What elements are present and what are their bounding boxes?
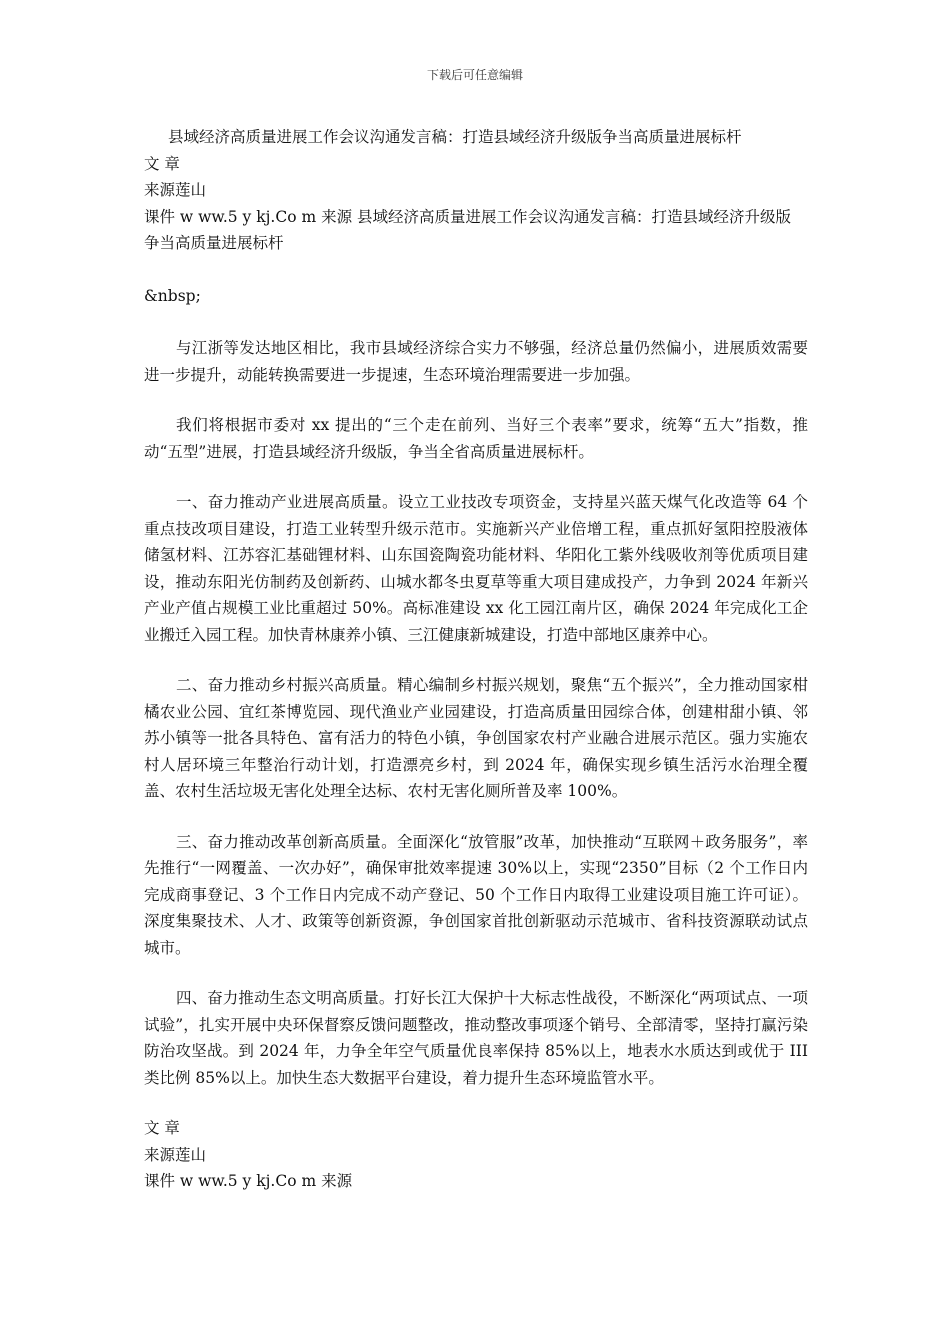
- nbsp-text: &nbsp;: [144, 286, 201, 305]
- footer-line-courseware: 课件 w ww.5 y kj.Co m 来源: [144, 1172, 353, 1190]
- paragraph-reform: 三、奋力推动改革创新高质量。全面深化“放管服”改革，加快推动“互联网＋政务服务”，率先推行“一网覆盖、一次办好”，确保审批效率提速 30%以上，实现“2350”目标（2 个工作日内完成商事登记、3 个工作日内完成不动产登记、50 个工作日内取得工业建设项目施工许可证）。深度集聚技术、人才、政策等创新资源，争创国家首批创新驱动示范城市、省科技资源联动试点城市。: [144, 832, 808, 957]
- footer-source: [144, 1115, 808, 1195]
- paragraph-context: 与江浙等发达地区相比，我市县域经济综合实力不够强，经济总量仍然偏小，进展质效需要进一步提升，动能转换需要进一步提速，生态环境治理需要进一步加强。: [144, 339, 808, 384]
- document-body: [144, 124, 808, 1195]
- source-line-origin: 来源莲山: [144, 181, 207, 199]
- paragraph-industry: 一、奋力推动产业进展高质量。设立工业技改专项资金，支持星兴蓝天煤气化改造等 64 个重点技改项目建设，打造工业转型升级示范市。实施新兴产业倍增工程，重点抓好氢阳控股液体储氢材料、江苏容汇基础锂材料、山东国瓷陶瓷功能材料、华阳化工紫外线吸收剂等优质项目建设，推动东阳光仿制药及创新药、山城水都冬虫夏草等重大项目建成投产，力争到 2024 年新兴产业产值占规模工业比重超过 50%。高标准建设 xx 化工园江南片区，确保 2024 年完成化工企业搬迁入园工程。加快青林康养小镇、三江健康新城建设，打造中部地区康养中心。: [144, 493, 808, 644]
- blank-line: [144, 309, 808, 335]
- paragraph-ecology: 四、奋力推动生态文明高质量。打好长江大保护十大标志性战役，不断深化“两项试点、一项试验”，扎实开展中央环保督察反馈问题整改，推动整改事项逐个销号、全部清零，坚持打赢污染防治攻坚战。到 2024 年，力争全年空气质量优良率保持 85%以上，地表水水质达到或优于 III 类比例 85%以上。加快生态大数据平台建设，着力提升生态环境监管水平。: [144, 989, 808, 1087]
- source-line-courseware: 课件 w ww.5 y kj.Co m 来源 县域经济高质量进展工作会议沟通发言稿：打造县域经济升级版 争当高质量进展标杆: [144, 207, 792, 252]
- footer-line-article: 文 章: [144, 1119, 180, 1137]
- footer-line-origin: 来源莲山: [144, 1145, 207, 1164]
- paragraph-rural: 二、奋力推动乡村振兴高质量。精心编制乡村振兴规划，聚焦“五个振兴”，全力推动国家柑橘农业公园、宜红茶博览园、现代渔业产业园建设，打造高质量田园综合体，创建柑甜小镇、邻苏小镇等一批各具特色、富有活力的特色小镇，争创国家农村产业融合进展示范区。强力实施农村人居环境三年整治行动计划，打造漂亮乡村，到 2024 年，确保实现乡镇生活污水治理全覆盖、农村生活垃圾无害化处理全达标、农村无害化厕所普及率 100%。: [144, 676, 808, 800]
- source-line-article: 文 章: [144, 154, 180, 173]
- page-header-note: 下载后可任意编辑: [426, 68, 523, 82]
- blank-line: [144, 257, 808, 283]
- paragraph-goal: 我们将根据市委对 xx 提出的“三个走在前列、当好三个表率”要求，统筹“五大”指数，推动“五型”进展，打造县域经济升级版，争当全省高质量进展标杆。: [144, 416, 808, 461]
- document-title: 县域经济高质量进展工作会议沟通发言稿：打造县域经济升级版争当高质量进展标杆: [168, 128, 742, 146]
